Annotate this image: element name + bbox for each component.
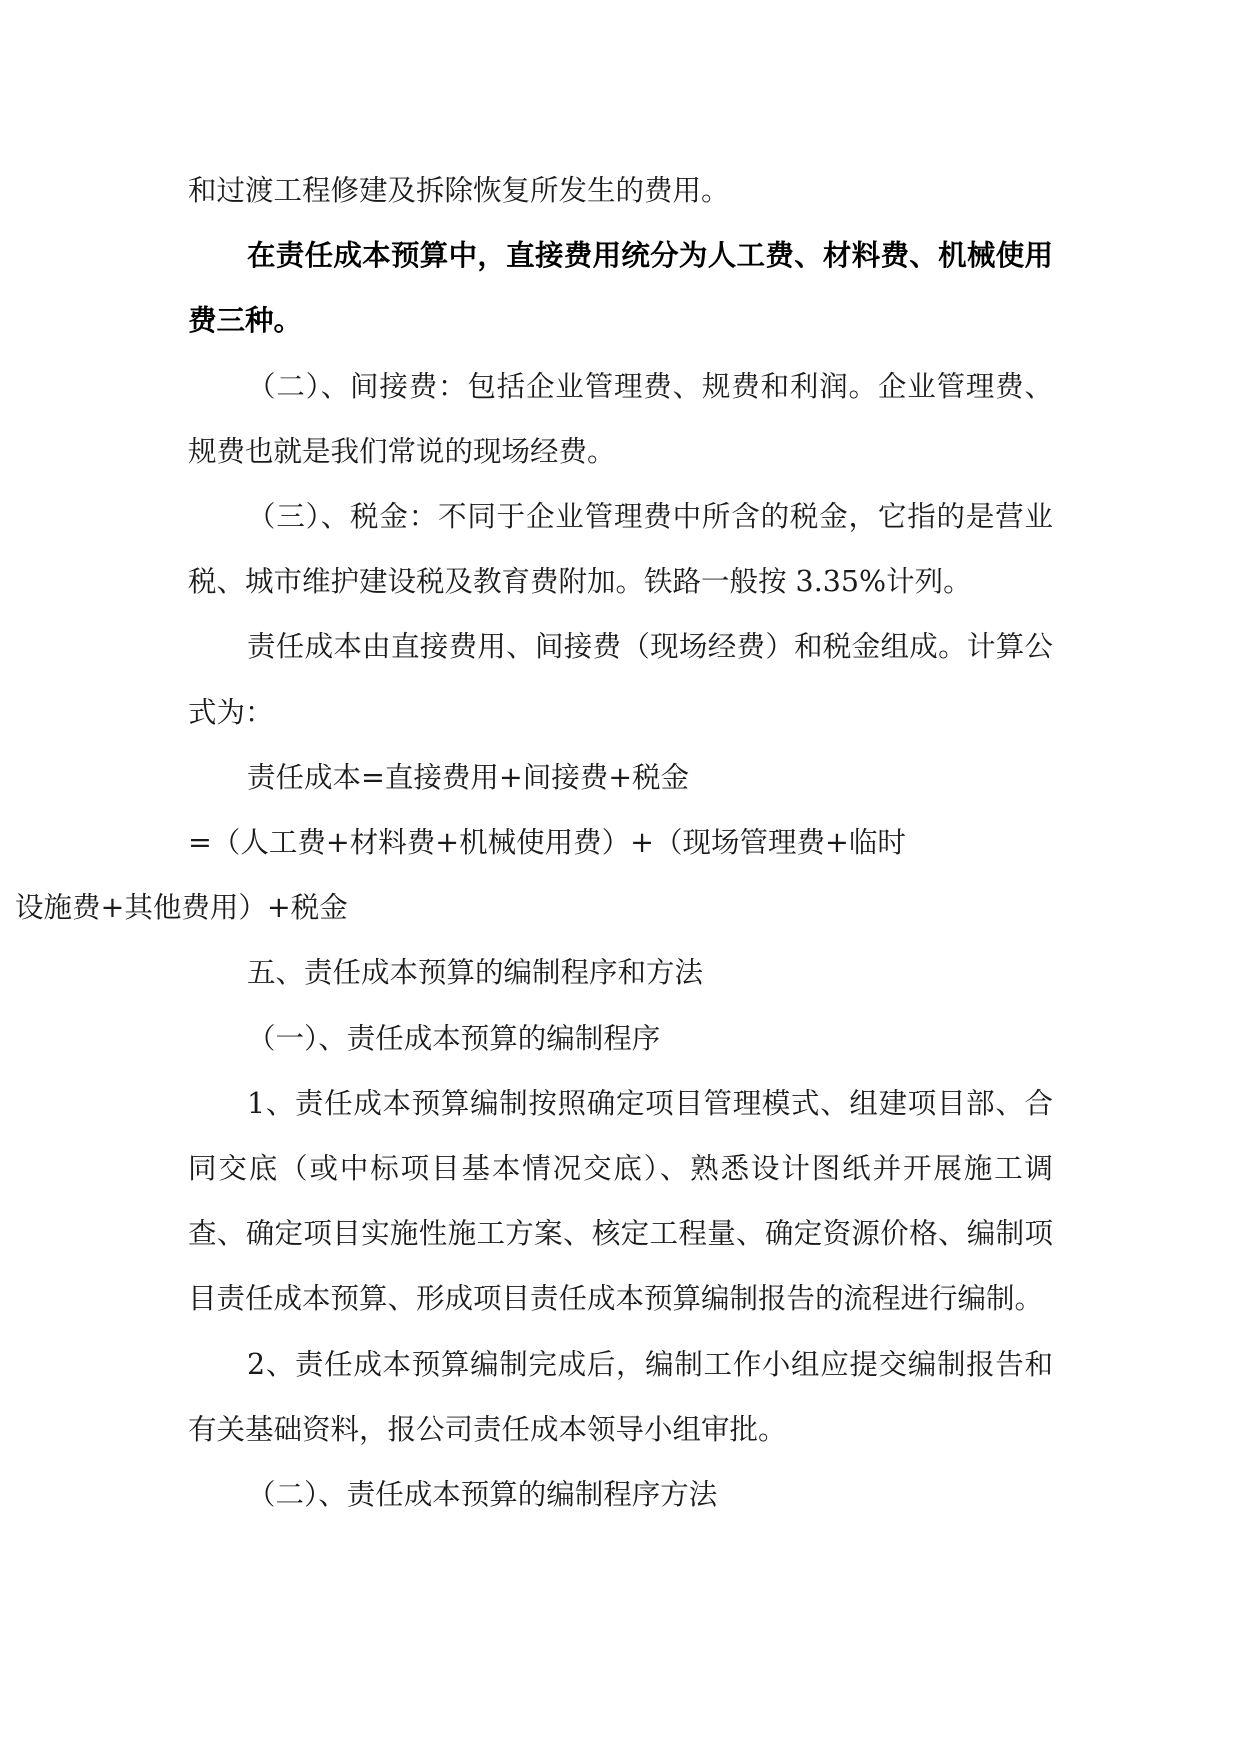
paragraph-cost-composition: 责任成本由直接费用、间接费（现场经费）和税金组成。计算公式为： — [188, 630, 1053, 729]
formula-line-2-rest: 设施费+其他费用）+税金 — [15, 891, 348, 925]
formula-line-2-start: =（人工费+材料费+机械使用费）+（现场管理费+临时 — [188, 826, 906, 860]
section-heading-5: 五、责任成本预算的编制程序和方法 — [247, 956, 704, 990]
paragraph-procedure-1: 1、责任成本预算编制按照确定项目管理模式、组建项目部、合同交底（或中标项目基本情况交底）、熟悉设计图纸并开展施工调查、确定项目实施性施工方案、核定工程量、确定资源价格、编制项目责任成本预算、形成项目责任成本预算编制报告的流程进行编制。 — [188, 1086, 1053, 1316]
paragraph-tax: （三）、税金：不同于企业管理费中所含的税金，它指的是营业税、城市维护建设税及教育费附加。铁路一般按 3.35%计列。 — [188, 500, 1053, 599]
paragraph-transition-works: 和过渡工程修建及拆除恢复所发生的费用。 — [188, 174, 730, 207]
paragraph-procedure-2: 2、责任成本预算编制完成后，编制工作小组应提交编制报告和有关基础资料，报公司责任成本领导小组审批。 — [188, 1347, 1053, 1446]
document-body — [15, 158, 1053, 1527]
formula-line-1: 责任成本=直接费用+间接费+税金 — [247, 760, 690, 794]
subsection-heading-2: （二）、责任成本预算的编制程序方法 — [247, 1478, 718, 1512]
subsection-heading-1: （一）、责任成本预算的编制程序 — [247, 1021, 661, 1055]
paragraph-direct-cost-categories: 在责任成本预算中，直接费用统分为人工费、材料费、机械使用费三种。 — [188, 238, 1053, 338]
paragraph-indirect-cost: （二）、间接费：包括企业管理费、规费和利润。企业管理费、规费也就是我们常说的现场经费。 — [188, 369, 1053, 468]
formula-line-2 — [15, 810, 1053, 940]
